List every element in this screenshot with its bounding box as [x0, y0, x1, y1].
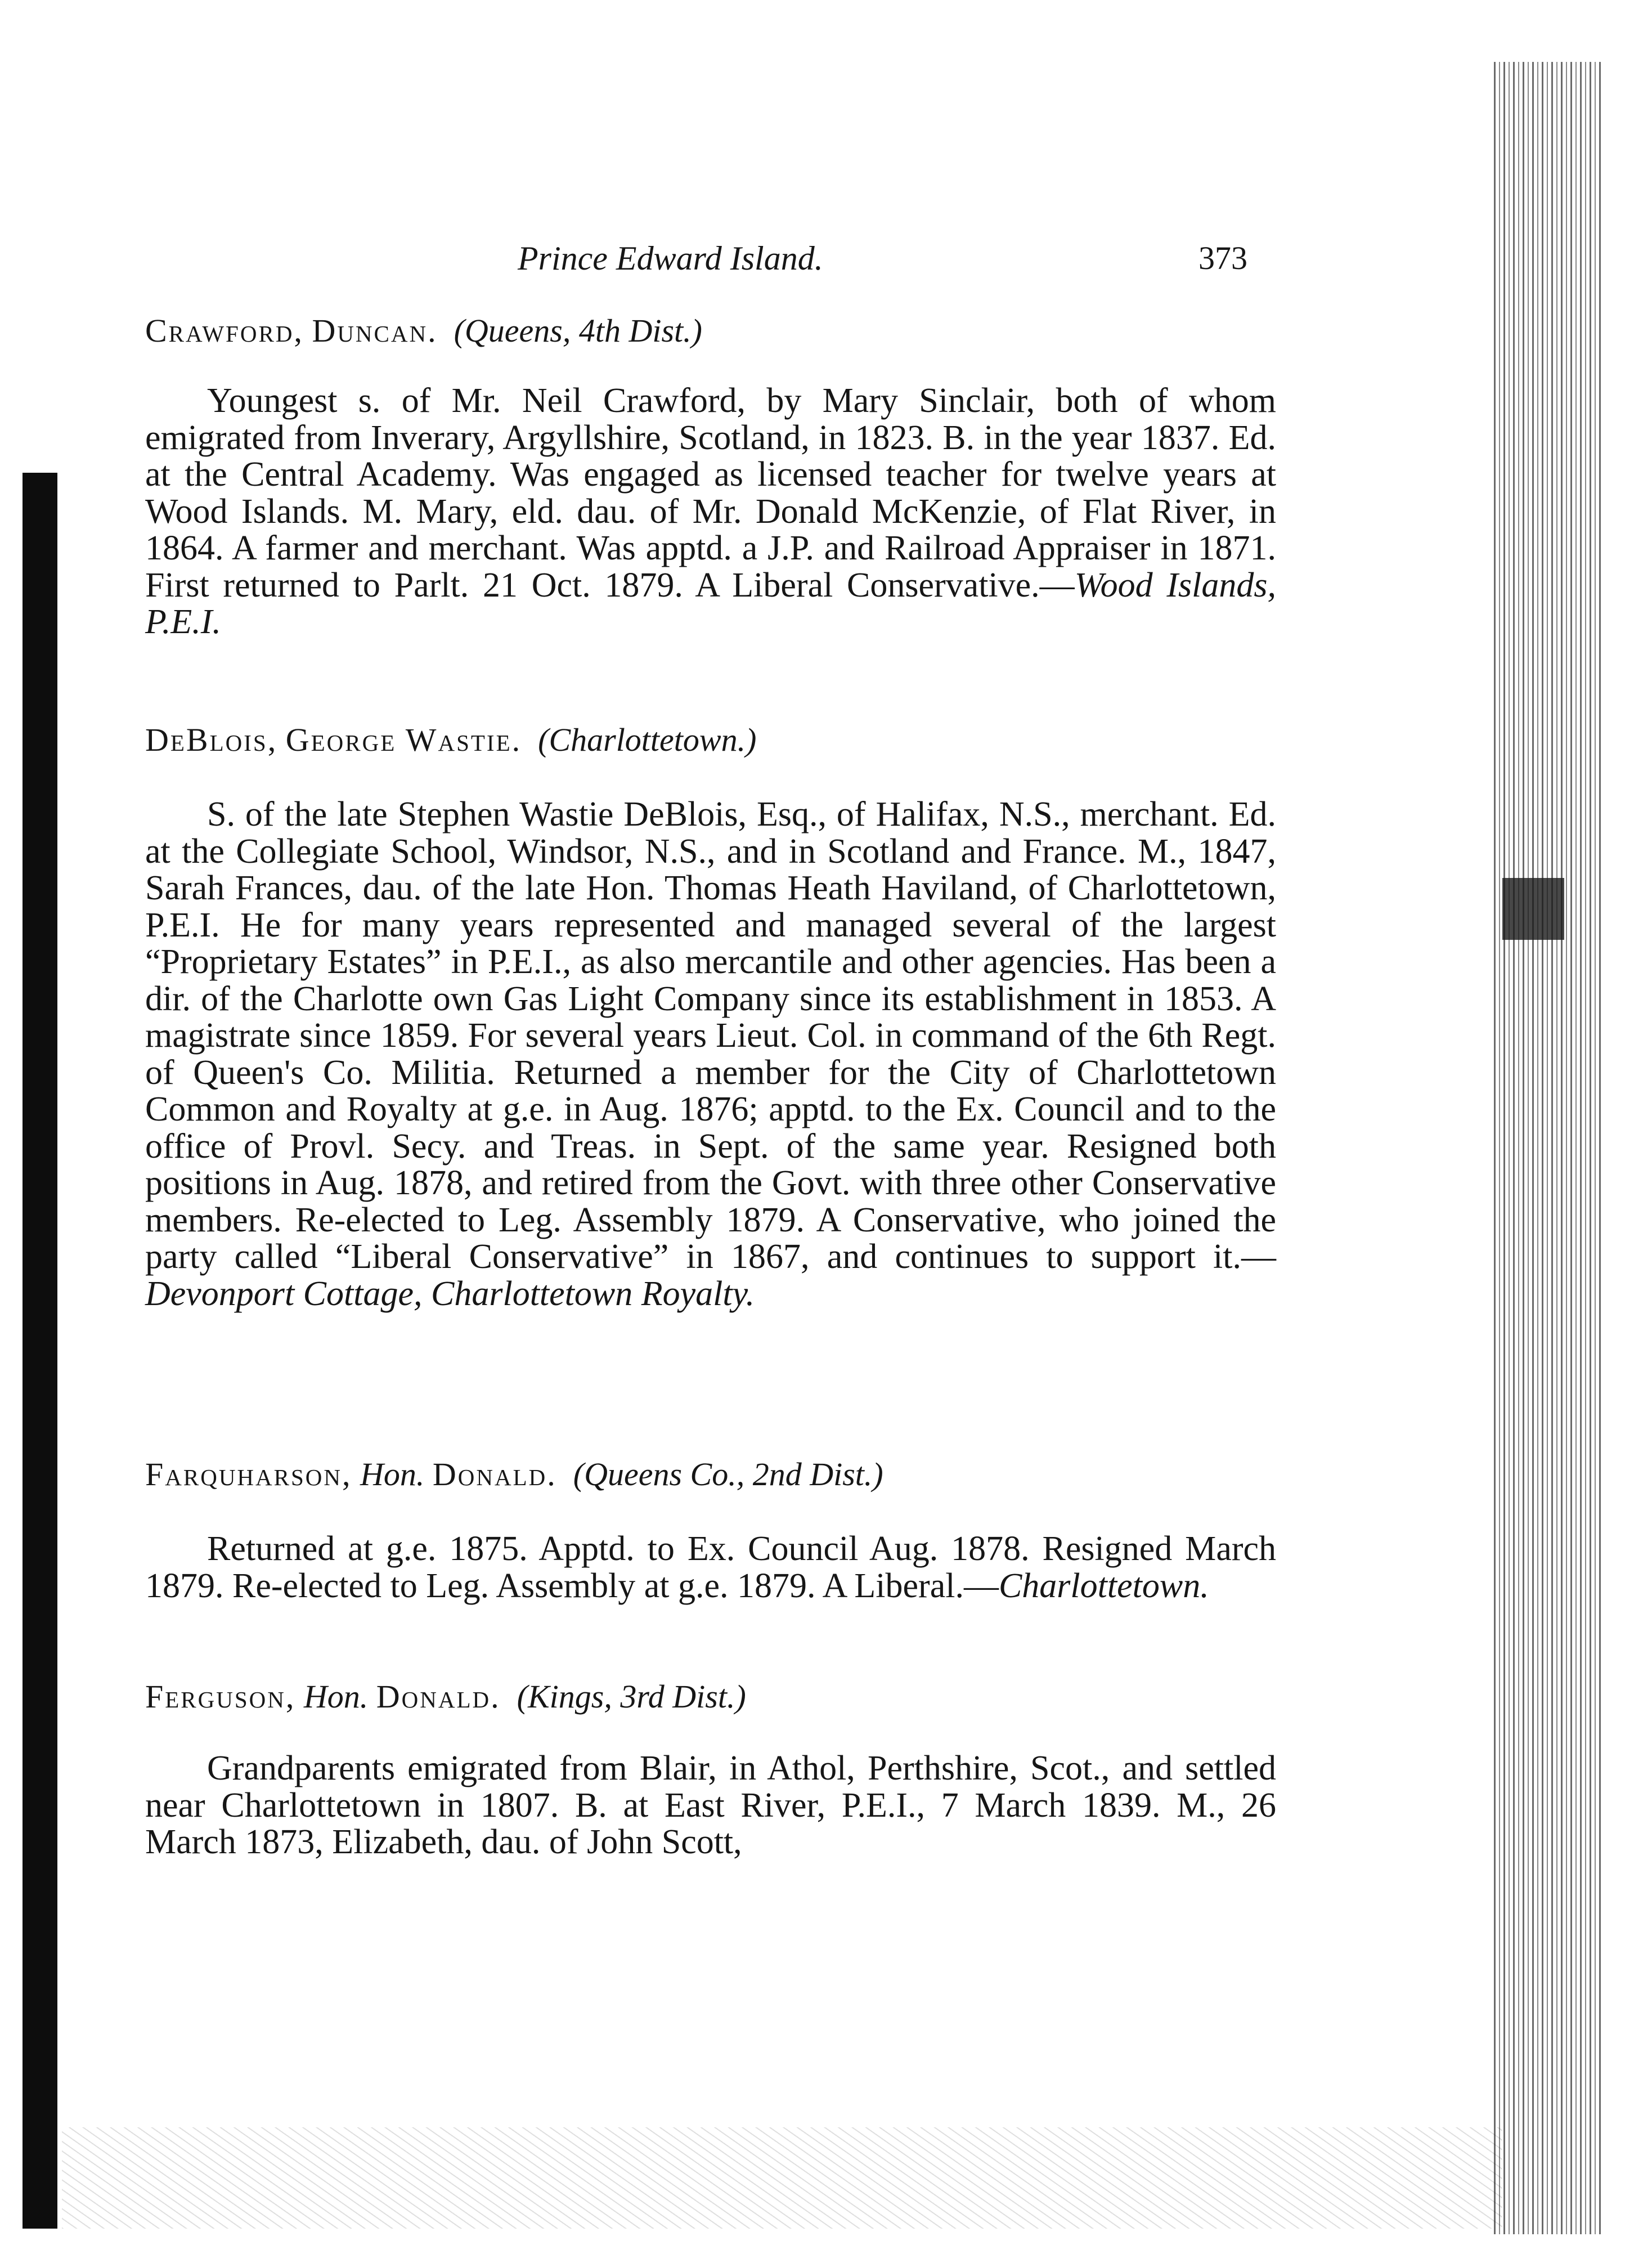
entry-residence: Devonport Cottage, Charlottetown Royalty.: [145, 1274, 755, 1313]
entry-constituency: (Charlottetown.): [538, 721, 757, 758]
entry-given-name: Duncan.: [312, 312, 438, 349]
running-title: Prince Edward Island.: [518, 240, 823, 277]
entry-surname: Crawford,: [145, 312, 304, 349]
entry-heading: [145, 308, 1276, 353]
entry-given-name: George Wastie.: [285, 721, 522, 758]
entry-honorific: Hon.: [303, 1678, 369, 1715]
entry-body: [145, 1750, 1276, 1861]
entry-heading: [145, 1452, 1276, 1497]
scan-edge-mark: [1502, 878, 1564, 940]
entry-text: Returned at g.e. 1875. Apptd. to Ex. Council Aug. 1878. Resigned March 1879. Re-elected to Leg. Assembly at g.e. 1879. A Liberal.—: [145, 1530, 1276, 1605]
entry-heading: [145, 1674, 1276, 1719]
entry-surname: DeBlois,: [145, 721, 278, 758]
scan-binding-shadow: [23, 473, 57, 2229]
page-number: 373: [1198, 240, 1247, 276]
entry-surname: Ferguson,: [145, 1678, 296, 1715]
entry-text: Youngest s. of Mr. Neil Crawford, by Mary Sinclair, both of whom emigrated from Inverary, Argyllshire, Scotland, in 1823. B. in the year 1837. Ed. at the Central Academy. Was engaged as licensed teacher for twelve years at Wood Islands. M. Mary, eld. dau. of Mr. Donald McKenzie, of Flat River, in 1864. A farmer and merchant. Was apptd. a J.P. and Railroad Appraiser in 1871. First returned to Parlt. 21 Oct. 1879. A Liberal Conservative.—: [145, 382, 1276, 604]
entry-text: Grandparents emigrated from Blair, in Athol, Perthshire, Scot., and settled near Charlottetown in 1807. B. at East River, P.E.I., 7 March 1839. M., 26 March 1873, Elizabeth, dau. of John Scott,: [145, 1749, 1276, 1861]
page-header: [146, 239, 1272, 290]
entry-surname: Farquharson,: [145, 1456, 352, 1492]
entry-body: [145, 796, 1276, 1312]
entry-residence: Charlottetown.: [998, 1566, 1209, 1605]
entry-residence: Wood Islands, P.E.I.: [145, 566, 1276, 641]
entry-given-name: Donald.: [432, 1456, 557, 1492]
entry-honorific: Hon.: [360, 1456, 425, 1492]
entry-given-name: Donald.: [376, 1678, 501, 1715]
scan-edge-noise: [1494, 62, 1601, 2234]
scan-bottom-noise: [62, 2127, 1502, 2229]
entry-constituency: (Kings, 3rd Dist.): [517, 1678, 746, 1715]
entry-constituency: (Queens Co., 2nd Dist.): [573, 1456, 883, 1492]
entry-body: [145, 383, 1276, 641]
entry-heading: [145, 718, 1276, 763]
entry-body: [145, 1531, 1276, 1604]
entry-constituency: (Queens, 4th Dist.): [454, 312, 702, 349]
entry-text: S. of the late Stephen Wastie DeBlois, Esq., of Halifax, N.S., merchant. Ed. at the Collegiate School, Windsor, N.S., and in Scotland and France. M., 1847, Sarah Frances, dau. of the late Hon. Thomas Heath Haviland, of Charlottetown, P.E.I. He for many years represented and managed several of the largest “Proprietary Estates” in P.E.I., as also mercantile and other agencies. Has been a dir. of the Charlotte own Gas Light Company since its establishment in 1853. A magistrate since 1859. For several years Lieut. Col. in command of the 6th Regt. of Queen's Co. Militia. Returned a member for the City of Charlottetown Common and Royalty at g.e. in Aug. 1876; apptd. to the Ex. Council and to the office of Provl. Secy. and Treas. in Sept. of the same year. Resigned both positions in Aug. 1878, and retired from the Govt. with three other Conservative members. Re-elected to Leg. Assembly 1879. A Conservative, who joined the party called “Liberal Conservative” in 1867, and continues to support it.—: [145, 795, 1276, 1276]
